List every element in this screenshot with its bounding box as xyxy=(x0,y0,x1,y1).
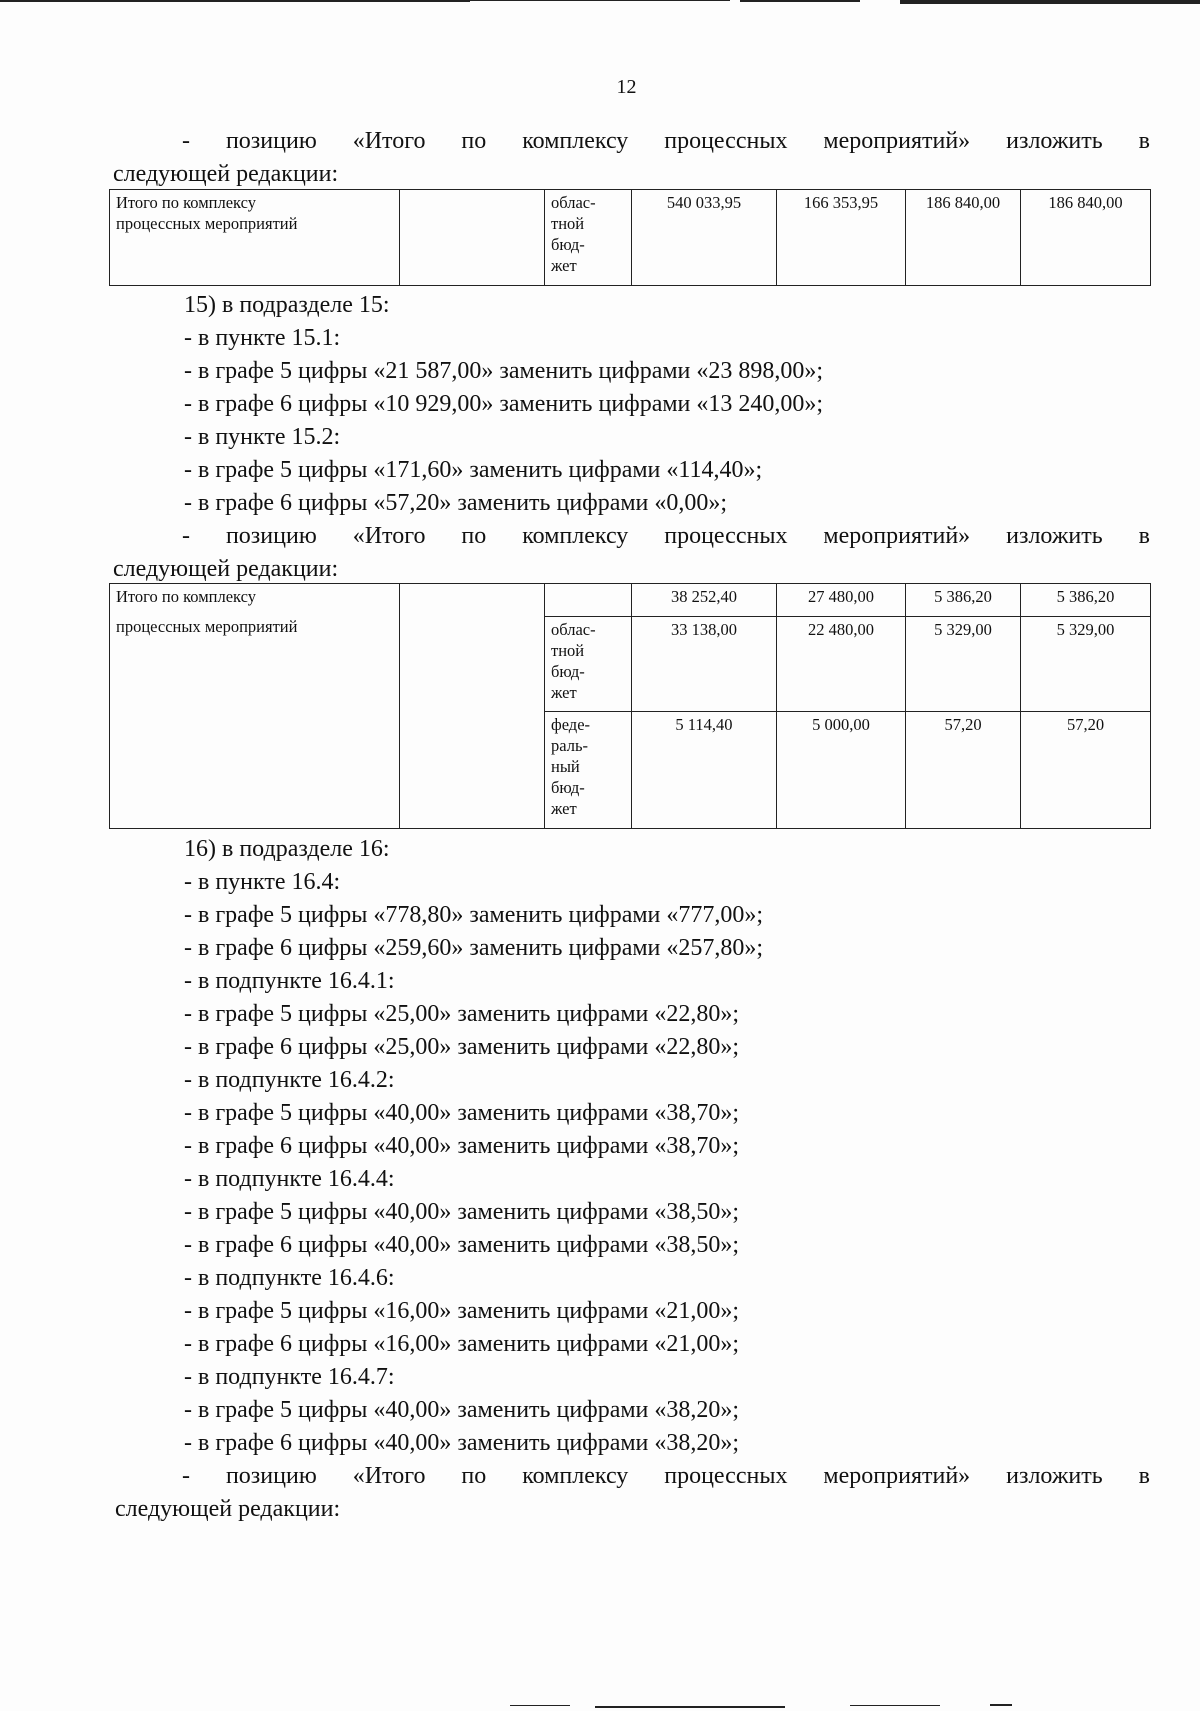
source-line: жет xyxy=(551,256,577,275)
source-line: раль- xyxy=(551,736,588,755)
table-cell-year3: 57,20 xyxy=(1021,712,1151,829)
table-cell-year1: 27 480,00 xyxy=(777,584,906,617)
name-line: Итого по комплексу xyxy=(116,193,257,212)
scan-border-top xyxy=(0,0,1200,6)
table-row-total xyxy=(110,584,1151,617)
item-15-2: - в пункте 15.2: xyxy=(184,424,341,450)
table-cell-source xyxy=(545,190,632,286)
item-16-4-2-col6: - в графе 6 цифры «40,00» заменить цифрами «38,70»; xyxy=(184,1133,740,1159)
item-15-1-col6: - в графе 6 цифры «10 929,00» заменить цифрами «13 240,00»; xyxy=(184,391,824,417)
source-line: бюд- xyxy=(551,778,585,797)
item-16-4-6: - в подпункте 16.4.6: xyxy=(184,1265,395,1291)
table-cell-year2: 186 840,00 xyxy=(906,190,1021,286)
item-16-4-col6: - в графе 6 цифры «259,60» заменить цифрами «257,80»; xyxy=(184,935,764,961)
paragraph-position-total-1: - позицию «Итого по комплексу процессных мероприятий» изложить в xyxy=(182,128,1150,154)
table-cell-total: 5 114,40 xyxy=(632,712,777,829)
table-cell-year1: 5 000,00 xyxy=(777,712,906,829)
scan-border-bottom xyxy=(0,1700,1200,1711)
table-cell-source xyxy=(545,712,632,829)
item-16-4: - в пункте 16.4: xyxy=(184,869,341,895)
item-16-4-4: - в подпункте 16.4.4: xyxy=(184,1166,395,1192)
table-row xyxy=(110,190,1151,286)
table-cell-source-empty xyxy=(545,584,632,617)
table-cell-year2: 5 386,20 xyxy=(906,584,1021,617)
table-cell-source xyxy=(545,617,632,712)
source-line: тной xyxy=(551,214,585,233)
paragraph-next-edition-2: следующей редакции: xyxy=(113,556,339,582)
source-line: бюд- xyxy=(551,662,585,681)
item-16-4-7-col6: - в графе 6 цифры «40,00» заменить цифрами «38,20»; xyxy=(184,1430,740,1456)
table-cell-year3: 186 840,00 xyxy=(1021,190,1151,286)
table-cell-year3: 5 329,00 xyxy=(1021,617,1151,712)
item-16-4-7: - в подпункте 16.4.7: xyxy=(184,1364,395,1390)
item-16-4-4-col6: - в графе 6 цифры «40,00» заменить цифрами «38,50»; xyxy=(184,1232,740,1258)
table-total-2 xyxy=(109,583,1151,829)
paragraph-position-total-2: - позицию «Итого по комплексу процессных мероприятий» изложить в xyxy=(182,523,1150,549)
item-16-4-2-col5: - в графе 5 цифры «40,00» заменить цифрами «38,70»; xyxy=(184,1100,740,1126)
source-line: тной xyxy=(551,641,585,660)
subsection-15: 15) в подразделе 15: xyxy=(184,292,390,318)
source-line: ный xyxy=(551,757,580,776)
item-16-4-4-col5: - в графе 5 цифры «40,00» заменить цифрами «38,50»; xyxy=(184,1199,740,1225)
table-cell-year1: 22 480,00 xyxy=(777,617,906,712)
table-cell-total: 540 033,95 xyxy=(632,190,777,286)
table-cell-name xyxy=(110,190,400,286)
table-cell-empty xyxy=(400,190,545,286)
item-16-4-7-col5: - в графе 5 цифры «40,00» заменить цифрами «38,20»; xyxy=(184,1397,740,1423)
source-line: облас- xyxy=(551,620,596,639)
table-cell-empty xyxy=(400,584,545,829)
item-16-4-1-col5: - в графе 5 цифры «25,00» заменить цифрами «22,80»; xyxy=(184,1001,740,1027)
item-15-1-col5: - в графе 5 цифры «21 587,00» заменить цифрами «23 898,00»; xyxy=(184,358,824,384)
item-16-4-6-col5: - в графе 5 цифры «16,00» заменить цифрами «21,00»; xyxy=(184,1298,740,1324)
page-number: 12 xyxy=(616,76,637,98)
name-line: процессных мероприятий xyxy=(116,617,298,636)
source-line: бюд- xyxy=(551,235,585,254)
name-line: процессных мероприятий xyxy=(116,214,298,233)
item-16-4-col5: - в графе 5 цифры «778,80» заменить цифрами «777,00»; xyxy=(184,902,764,928)
table-cell-year1: 166 353,95 xyxy=(777,190,906,286)
paragraph-next-edition-1: следующей редакции: xyxy=(113,161,339,187)
name-line: Итого по комплексу xyxy=(116,587,257,606)
item-15-1: - в пункте 15.1: xyxy=(184,325,341,351)
paragraph-next-edition-3: следующей редакции: xyxy=(115,1496,341,1522)
source-line: феде- xyxy=(551,715,591,734)
subsection-16: 16) в подразделе 16: xyxy=(184,836,390,862)
table-cell-year3: 5 386,20 xyxy=(1021,584,1151,617)
table-total-1 xyxy=(109,189,1151,286)
table-cell-total: 33 138,00 xyxy=(632,617,777,712)
item-15-2-col6: - в графе 6 цифры «57,20» заменить цифрами «0,00»; xyxy=(184,490,728,516)
source-line: жет xyxy=(551,683,577,702)
paragraph-position-total-3: - позицию «Итого по комплексу процессных мероприятий» изложить в xyxy=(182,1463,1150,1489)
table-cell-year2: 57,20 xyxy=(906,712,1021,829)
source-line: жет xyxy=(551,799,577,818)
item-15-2-col5: - в графе 5 цифры «171,60» заменить цифрами «114,40»; xyxy=(184,457,763,483)
source-line: облас- xyxy=(551,193,596,212)
table-cell-name xyxy=(110,584,400,829)
item-16-4-2: - в подпункте 16.4.2: xyxy=(184,1067,395,1093)
item-16-4-1-col6: - в графе 6 цифры «25,00» заменить цифрами «22,80»; xyxy=(184,1034,740,1060)
item-16-4-6-col6: - в графе 6 цифры «16,00» заменить цифрами «21,00»; xyxy=(184,1331,740,1357)
item-16-4-1: - в подпункте 16.4.1: xyxy=(184,968,395,994)
table-cell-total: 38 252,40 xyxy=(632,584,777,617)
table-cell-year2: 5 329,00 xyxy=(906,617,1021,712)
